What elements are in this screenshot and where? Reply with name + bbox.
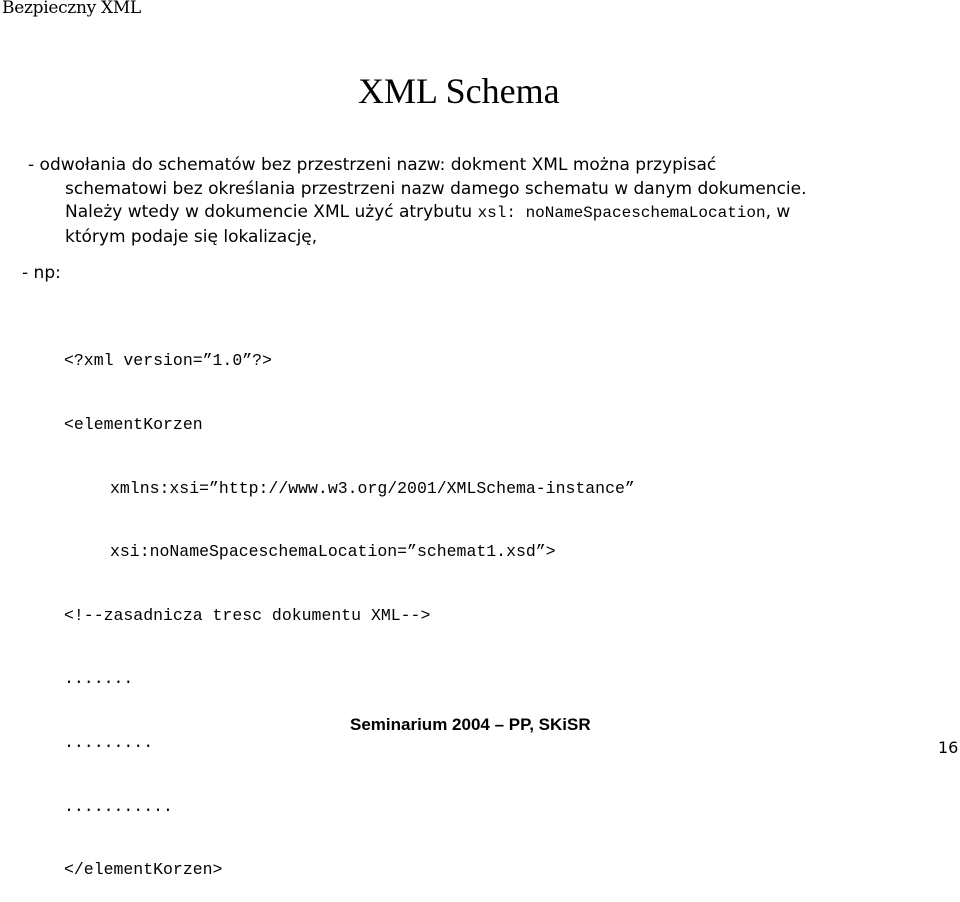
body-line-1: - odwołania do schematów bez przestrzeni nazw: dokment XML można przypisać [28, 155, 717, 175]
code-line: <?xml version=”1.0”?> [64, 351, 272, 371]
body-line-3 [28, 201, 928, 226]
body-line-4: którym podaje się lokalizację, [65, 226, 318, 247]
body-line-3-prefix: Należy wtedy w dokumencie XML użyć atrybutu [65, 202, 478, 222]
code-line: <!--zasadnicza tresc dokumentu XML--> [64, 605, 431, 625]
code-example [64, 308, 635, 902]
footer-text: Seminarium 2004 – PP, SKiSR [350, 715, 591, 734]
body-line-2: schematowi bez określania przestrzeni nazw damego schematu w danym dokumencie. [65, 178, 807, 199]
code-line: ......... [64, 733, 154, 753]
attribute-code: xsl: noNameSpaceschemaLocation [477, 204, 766, 222]
header-label: Bezpieczny XML [2, 0, 141, 18]
code-line: xsi:noNameSpaceschemaLocation=”schemat1.xsd”> [110, 542, 556, 562]
body-text [28, 154, 928, 249]
page-number: 16 [938, 738, 959, 757]
code-line: ....... [64, 669, 134, 689]
code-line: </elementKorzen> [64, 860, 223, 880]
code-line: <elementKorzen [64, 415, 203, 435]
body-line-3-suffix: , w [765, 202, 791, 222]
code-line: xmlns:xsi=”http://www.w3.org/2001/XMLSchema-instance” [110, 478, 635, 498]
code-line: ........... [64, 796, 173, 816]
slide-title: XML Schema [358, 71, 560, 111]
example-label: - np: [22, 263, 61, 283]
